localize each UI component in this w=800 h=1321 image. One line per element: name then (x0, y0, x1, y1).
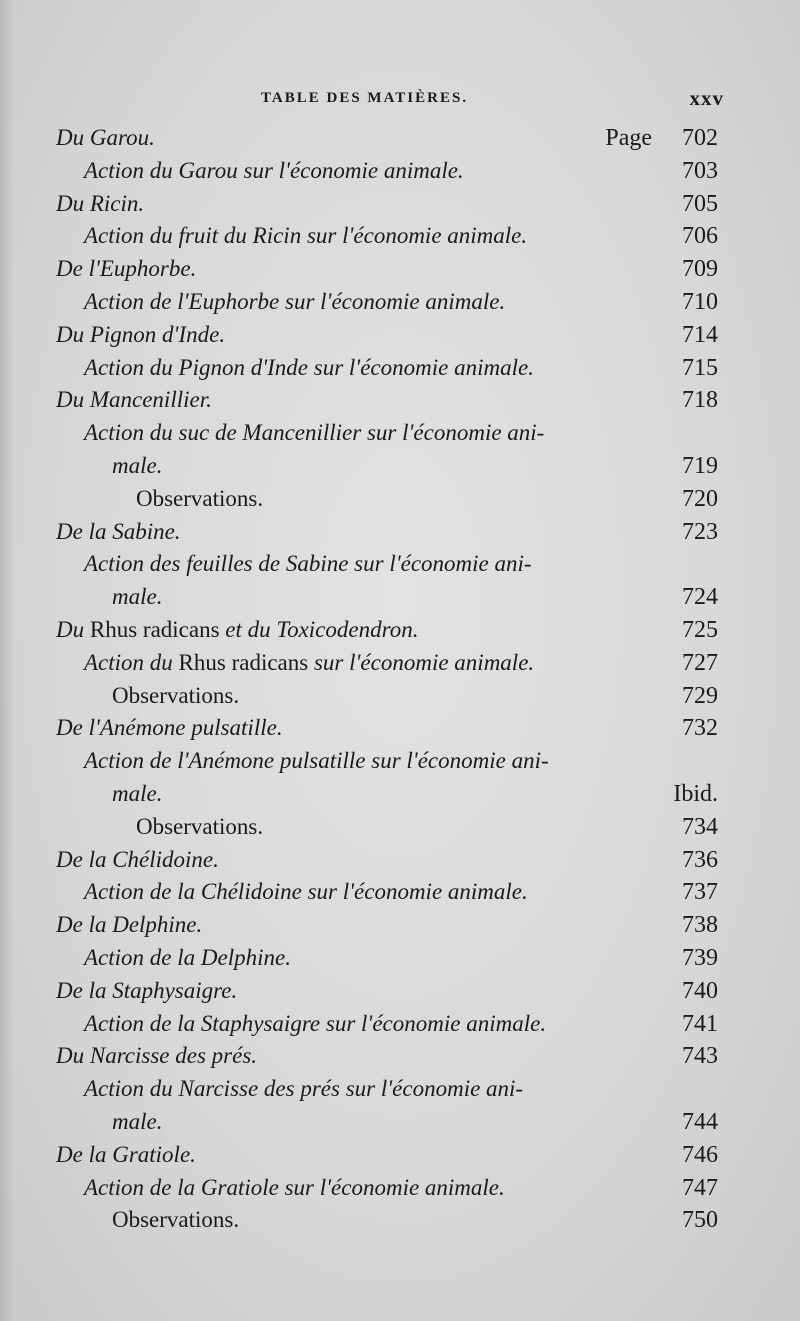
title-part: Rhus radicans (89, 616, 220, 642)
toc-entry (56, 680, 718, 713)
toc-entry (56, 1139, 718, 1172)
title-part: Du (56, 616, 90, 642)
toc-entry-page: 709 (682, 256, 718, 283)
toc-entry-title: Action du fruit du Ricin sur l'économie animale. (84, 223, 528, 249)
toc-entry-page: 702 (682, 125, 718, 151)
toc-entry (56, 614, 718, 647)
toc-entry-title: De l'Anémone pulsatille. (56, 715, 283, 741)
toc-entry-page: 738 (682, 912, 718, 939)
toc-entry (56, 220, 718, 253)
title-part: Rhus radicans (178, 649, 309, 675)
toc-entry-title: Du Pignon d'Inde. (56, 321, 226, 347)
toc-entry-page: 710 (682, 288, 718, 315)
toc-entry-continuation (56, 450, 718, 483)
toc-entry-title: Action des feuilles de Sabine sur l'économie ani- (84, 551, 532, 577)
toc-entry-title: De la Delphine. (56, 912, 203, 938)
toc-entry-page: 750 (682, 1207, 718, 1234)
toc-entry-title: Action de la Delphine. (84, 944, 291, 970)
toc-entry (56, 122, 718, 155)
running-header (56, 86, 724, 116)
toc-entry-page: 729 (682, 682, 718, 709)
page-prefix: Page (605, 125, 652, 151)
toc-entry (56, 811, 718, 844)
toc-entry-continuation (56, 1106, 718, 1139)
toc-entry-page: Ibid. (673, 780, 718, 807)
toc-entry-page: 736 (682, 846, 718, 873)
toc-entry (56, 1040, 718, 1073)
toc-entry-title: Action de l'Anémone pulsatille sur l'économie ani- (84, 748, 549, 774)
toc-entry-title: Du Ricin. (56, 190, 145, 216)
toc-entry-page: 739 (682, 944, 718, 971)
toc-entry-page: 732 (682, 715, 718, 742)
toc-entry-title: male. (112, 584, 163, 610)
toc-entry-title: Action de la Staphysaigre sur l'économie animale. (84, 1010, 547, 1036)
toc-entry (56, 1204, 718, 1237)
title-part: Action du (84, 649, 179, 675)
toc-entry-title (56, 614, 418, 647)
toc-entry-page: 743 (682, 1043, 718, 1070)
toc-entry (56, 319, 718, 352)
toc-entry-title: Action du Garou sur l'économie animale. (84, 157, 464, 183)
toc-entry-title: Du Garou. (56, 125, 155, 150)
toc-entry (56, 975, 718, 1008)
title-part: Toxicodendron. (276, 616, 419, 642)
toc-entry (56, 286, 718, 319)
toc-entry-page: 746 (682, 1141, 718, 1168)
toc-entry (56, 844, 718, 877)
toc-entry-title (84, 647, 534, 680)
toc-entry-page: 718 (682, 387, 718, 414)
toc-entry (56, 352, 718, 385)
toc-entry-title: De la Staphysaigre. (56, 977, 238, 1003)
toc-entry (56, 712, 718, 745)
toc-entry-title: Action du suc de Mancenillier sur l'économie ani- (84, 420, 545, 446)
toc-entry-title: Observations. (136, 813, 264, 839)
title-part: et du (219, 616, 277, 642)
toc-entry-title: De la Sabine. (56, 518, 181, 544)
toc-entry (56, 548, 718, 581)
toc-entry-page: 705 (682, 190, 718, 217)
toc-entry (56, 1008, 718, 1041)
toc-entry (56, 1172, 718, 1205)
toc-entry-page: 741 (682, 1010, 718, 1037)
toc-entry-page: 723 (682, 518, 718, 545)
toc-entry-page: 727 (682, 649, 718, 676)
toc-entry-page: 703 (682, 157, 718, 184)
toc-entry-title: Du Mancenillier. (56, 387, 212, 413)
toc-entry (56, 876, 718, 909)
toc-entry (56, 1073, 718, 1106)
toc-entry (56, 483, 718, 516)
toc-entry-title: De la Gratiole. (56, 1141, 196, 1167)
toc-entry-continuation (56, 581, 718, 614)
toc-entry (56, 417, 718, 450)
toc-entry (56, 647, 718, 680)
header-title: TABLE DES MATIÈRES. (261, 90, 469, 106)
toc-entry-title: Action de la Gratiole sur l'économie animale. (84, 1174, 505, 1200)
toc-entry-title: Observations. (136, 485, 264, 511)
toc-entry-title: De la Chélidoine. (56, 846, 219, 872)
table-of-contents (56, 122, 718, 1237)
toc-entry (56, 384, 718, 417)
toc-entry-title: Observations. (112, 682, 240, 708)
toc-entry (56, 516, 718, 549)
toc-entry-title: male. (112, 780, 163, 806)
toc-entry-title: Action du Pignon d'Inde sur l'économie animale. (84, 354, 534, 380)
toc-entry-title: De l'Euphorbe. (56, 256, 197, 282)
toc-entry-title: Action de l'Euphorbe sur l'économie animale. (84, 288, 506, 314)
toc-entry-page: 747 (682, 1174, 718, 1201)
toc-entry-title: Du Narcisse des prés. (56, 1043, 258, 1069)
title-part: sur l'économie animale. (308, 649, 535, 675)
toc-entry-title: male. (112, 452, 163, 478)
toc-entry (56, 155, 718, 188)
header-page-number: xxv (689, 86, 724, 110)
toc-entry-page: 719 (682, 452, 718, 479)
toc-entry-title: male. (112, 1108, 163, 1134)
toc-entry-page: 706 (682, 223, 718, 250)
toc-entry-page: 725 (682, 616, 718, 643)
toc-entry-page: 740 (682, 977, 718, 1004)
toc-entry-continuation (56, 778, 718, 811)
toc-entry (56, 942, 718, 975)
toc-entry-title: Action du Narcisse des prés sur l'économie ani- (84, 1076, 524, 1102)
toc-entry-title: Observations. (112, 1207, 240, 1233)
toc-entry (56, 253, 718, 286)
toc-entry-page: 714 (682, 321, 718, 348)
toc-entry-title: Action de la Chélidoine sur l'économie animale. (84, 879, 528, 905)
toc-entry-page: 737 (682, 879, 718, 906)
toc-entry (56, 745, 718, 778)
toc-entry (56, 909, 718, 942)
toc-entry-page: 720 (682, 485, 718, 512)
toc-entry-page: 724 (682, 584, 718, 611)
toc-entry-page: 734 (682, 813, 718, 840)
toc-entry-page: 715 (682, 354, 718, 381)
toc-entry-page: 744 (682, 1108, 718, 1135)
toc-entry (56, 188, 718, 221)
